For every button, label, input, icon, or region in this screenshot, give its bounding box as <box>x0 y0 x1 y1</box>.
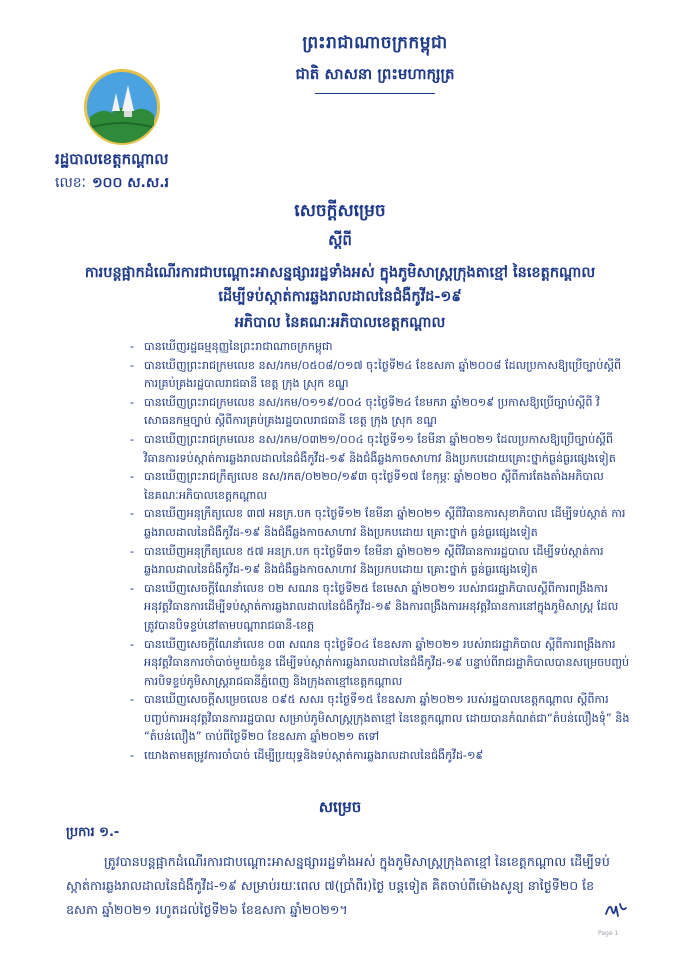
visa-item: - បានឃើញព្រះរាជក្រមលេខ នស/រកម/០១១៩/០០៤ ចុះថ្ងៃទី២៤ ខែមករា ឆ្នាំ២០១៩ ប្រកាសឱ្យប្រើច្បាប់ស្ដីពី វិសោធនកម្មច្បាប់ ស្ដីពីការគ្រប់គ្រងរដ្ឋបាលរាជធានី ខេត្ត ក្រុង ស្រុក ខណ្ឌ <box>130 394 630 431</box>
document-number-value: ១០០ ស.ស.រ <box>91 175 169 191</box>
decision-title-block <box>60 200 620 309</box>
visa-item: - បានឃើញព្រះរាជក្រមលេខ នស/រកម/០៥០៨/០១៧ ចុះថ្ងៃទី២៤ ខែឧសភា ឆ្នាំ២០០៨ ដែលប្រកាសឱ្យប្រើច្បាប់ស្ដីពីការគ្រប់គ្រងរដ្ឋបាលរាជធានី ខេត្ត ក្រុង ស្រុក ខណ្ឌ <box>130 357 630 394</box>
decision-label: សម្រេច <box>318 798 362 816</box>
document-number <box>55 173 169 194</box>
issuing-authority: អភិបាល នៃគណៈអភិបាលខេត្តកណ្ដាល <box>234 315 446 331</box>
visa-item: - យោងតាមតម្រូវការចាំបាច់ ដើម្បីប្រយុទ្ធនិងទប់ស្កាត់ការឆ្លងរាលដាលនៃជំងឺកូវីដ-១៩ <box>130 747 630 766</box>
provincial-seal-logo <box>82 67 162 147</box>
visa-item: - បានឃើញអនុក្រឹត្យលេខ ៥៧ អនក្រ.បក ចុះថ្ងៃទី៣១ ខែមីនា ឆ្នាំ២០២១ ស្ដីពីវិធានការរដ្ឋបាល ដើម្បីទប់ស្កាត់ការឆ្លងរាលដាលនៃជំងឺកូវីដ-១៩ និងជំងឺឆ្លងកាចសាហាវ និងប្រកបដោយ គ្រោះថ្នាក់ ធ្ងន់ធ្ងរផ្សេងទៀត <box>130 543 630 580</box>
visa-item: - បានឃើញព្រះរាជក្រមលេខ នស/រកម/០៣២១/០០៤ ចុះថ្ងៃទី១១ ខែមីនា ឆ្នាំ២០២១ ដែលប្រកាសឱ្យប្រើច្បាប់ស្ដីពី វិធានការទប់ស្កាត់ការឆ្លងរាលដាលនៃជំងឺកូវីដ-១៩ និងជំងឺឆ្លងកាចសាហាវ និងប្រកបដោយគ្រោះថ្នាក់ធ្ងន់ធ្ងរផ្សេងទៀត <box>130 431 630 468</box>
visa-item: - បានឃើញរដ្ឋធម្មនុញ្ញនៃព្រះរាជាណាចក្រកម្ពុជា <box>130 338 630 357</box>
visa-item: - បានឃើញសេចក្ដីណែនាំលេខ ០៣ សណន ចុះថ្ងៃទី០៤ ខែឧសភា ឆ្នាំ២០២១ របស់រាជរដ្ឋាភិបាល ស្ដីពីការពង្រឹងការអនុវត្តវិធានការចាំបាច់មួយចំនួន ដើម្បីទប់ស្កាត់ការឆ្លងរាលដាលនៃជំងឺកូវីដ-១៩ បន្ទាប់ពីរាជរដ្ឋាភិបាលបានសម្រេចបញ្ចប់ការបិទខ្ទប់ភូមិសាស្ត្ររាជធានីភ្នំពេញ និងក្រុងតាខ្មៅខេត្តកណ្ដាល <box>130 636 630 692</box>
visa-item: - បានឃើញសេចក្ដីណែនាំលេខ ០២ សណន ចុះថ្ងៃទី២៥ ខែមេសា ឆ្នាំ២០២១ របស់រាជរដ្ឋាភិបាលស្ដីពីការពង្រឹងការអនុវត្តវិធានការដើម្បីទប់ស្កាត់ការឆ្លងរាលដាលនៃជំងឺកូវីដ-១៩ និងការពង្រឹងការអនុវត្តវិធានការនៅក្នុងភូមិសាស្ត្រ ដែលត្រូវបានបិទខ្ទប់នៅតាមបណ្ដារាជធានី-ខេត្ត <box>130 580 630 636</box>
kingdom-name: ព្រះរាជាណាចក្រកម្ពុជា <box>302 33 448 53</box>
decision-subject: ការបន្តផ្អាកដំណើរការជាបណ្ដោះអាសន្នផ្សាររដ្ឋទាំងអស់ ក្នុងភូមិសាស្ត្រក្រុងតាខ្មៅ នៃខេត្តកណ្ដាល ដើម្បីទប់ស្កាត់ការឆ្លងរាលដាលនៃជំងឺកូវីដ-១៩ <box>84 265 596 305</box>
visa-list <box>130 338 630 766</box>
visa-item: - បានឃើញព្រះរាជក្រឹត្យលេខ នស/រកត/០២២០/១៩៣ ចុះថ្ងៃទី១៧ ខែកុម្ភៈ ឆ្នាំ២០២០ ស្ដីពីការតែងតាំងអភិបាលនៃគណៈអភិបាលខេត្តកណ្ដាល <box>130 468 630 505</box>
page-number: Page 1 <box>598 930 619 937</box>
visa-item: - បានឃើញអនុក្រឹត្យលេខ ៣៧ អនក្រ.បក ចុះថ្ងៃទី១២ ខែមីនា ឆ្នាំ២០២១ ស្ដីពីវិធានការសុខាភិបាល ដើម្បីទប់ស្កាត់ ការឆ្លងរាលដាលនៃជំងឺកូវីដ-១៩ និងជំងឺឆ្លងកាចសាហាវ និងប្រកបដោយ គ្រោះថ្នាក់ ធ្ងន់ធ្ងរផ្សេងទៀត <box>130 505 630 542</box>
issuing-office: រដ្ឋបាលខេត្តកណ្ដាល <box>55 150 169 168</box>
article-1-label: ប្រការ ១.- <box>66 825 120 840</box>
article-1-text: ត្រូវបានបន្តផ្អាកដំណើរការជាបណ្ដោះអាសន្នផ្សាររដ្ឋទាំងអស់ ក្នុងភូមិសាស្ត្រក្រុងតាខ្មៅ នៃខេត្តកណ្ដាល ដើម្បីទប់ស្កាត់ការឆ្លងរាលដាលនៃជំងឺកូវីដ-១៩ សម្រាប់រយៈពេល ៧(ប្រាំពីរ)ថ្ងៃ បន្តទៀត គិតចាប់ពីម៉ោងសូន្យ នាថ្ងៃទី២០ ខែឧសភា ឆ្នាំ២០២១ រហូតដល់ថ្ងៃទី២៦ ខែឧសភា ឆ្នាំ២០២១។ <box>66 854 610 917</box>
decision-heading: សេចក្ដីសម្រេច <box>294 201 386 221</box>
motto-divider <box>315 93 435 94</box>
document-number-label: លេខៈ <box>55 175 86 191</box>
visa-item: - បានឃើញសេចក្ដីសម្រេចលេខ ០៩៥ សសរ ចុះថ្ងៃទី១៥ ខែឧសភា ឆ្នាំ២០២១ របស់រដ្ឋបាលខេត្តកណ្ដាល ស្ដីពីការបញ្ចប់ការអនុវត្តវិធានការរដ្ឋបាល សម្រាប់ភូមិសាស្ត្រក្រុងតាខ្មៅ នៃខេត្តកណ្ដាល ដោយបានកំណត់ជា“តំបន់លឿងទុំ” និង “តំបន់លឿង” ចាប់ពីថ្ងៃទី២០ ខែឧសភា ឆ្នាំ២០២១ តទៅ <box>130 691 630 747</box>
about-label: ស្ដីពី <box>328 231 352 249</box>
kingdom-header <box>250 32 500 94</box>
initials-signature <box>602 896 630 922</box>
national-motto: ជាតិ សាសនា ព្រះមហាក្សត្រ <box>295 65 455 83</box>
